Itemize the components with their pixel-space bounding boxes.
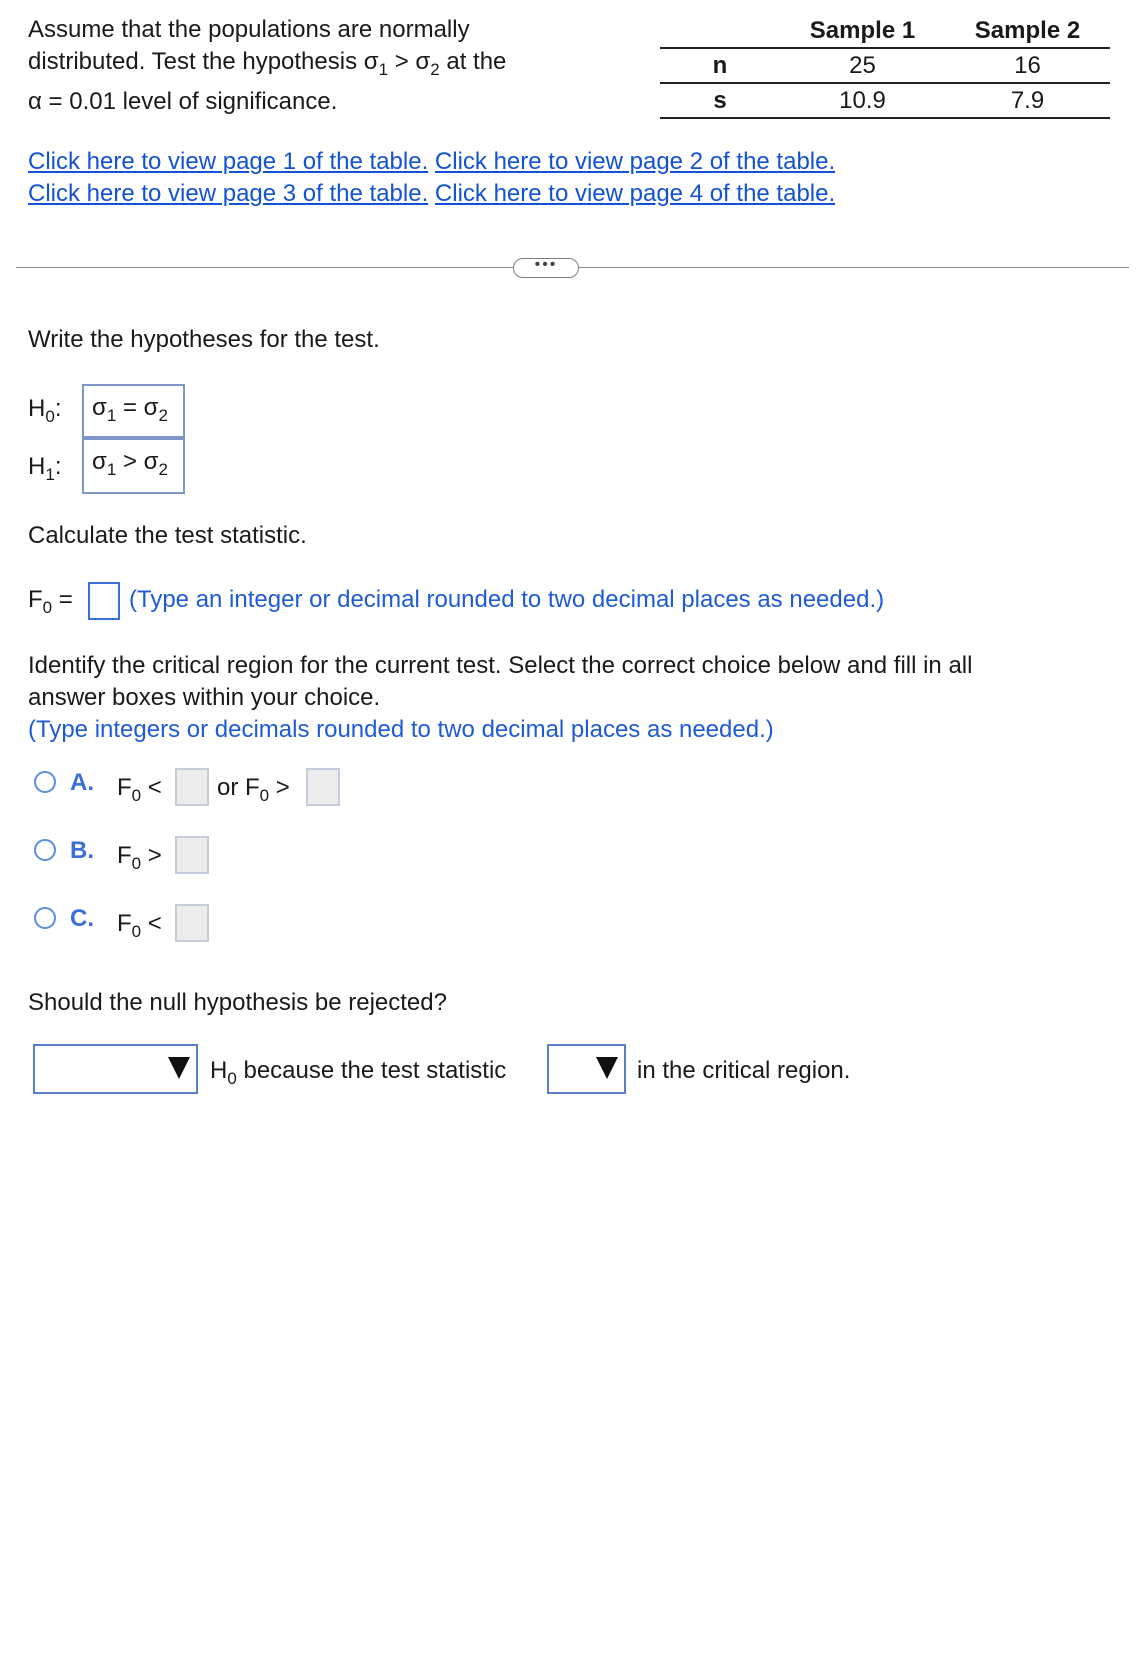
option-a-f: F xyxy=(117,774,132,801)
h0-sigma-sub-2: 2 xyxy=(158,406,168,425)
link-table-page-3[interactable]: Click here to view page 3 of the table. xyxy=(28,180,429,207)
critical-prompt-line-1: Identify the critical region for the current test. Select the correct choice below and fill in all xyxy=(28,652,973,679)
reject-mid-h: H xyxy=(210,1057,228,1084)
option-c-op: < xyxy=(141,910,162,937)
statistic-position-dropdown[interactable] xyxy=(547,1044,626,1094)
links-row-2 xyxy=(28,178,835,210)
h0-colon: : xyxy=(54,395,62,422)
row-label-n: n xyxy=(660,48,780,83)
option-a-or-expression xyxy=(217,772,290,804)
option-a-or-f: or F xyxy=(217,774,260,801)
link-table-page-1[interactable]: Click here to view page 1 of the table. xyxy=(28,148,429,175)
option-c-radio[interactable] xyxy=(34,907,56,929)
option-b-letter: B. xyxy=(70,837,94,864)
header-sample-1: Sample 1 xyxy=(780,14,945,48)
cell-s-sample-2: 7.9 xyxy=(945,83,1110,118)
h1-operator: > σ xyxy=(116,448,159,475)
more-options-button[interactable]: ••• xyxy=(513,258,579,278)
sample-table-header xyxy=(660,14,1110,48)
h1-sigma-sub-1: 1 xyxy=(106,460,117,479)
option-a-radio[interactable] xyxy=(34,771,56,793)
problem-sub-1: 1 xyxy=(378,60,389,79)
problem-line-2 xyxy=(28,46,506,78)
problem-sub-2: 2 xyxy=(430,60,440,79)
statistic-hint: (Type an integer or decimal rounded to two decimal places as needed.) xyxy=(129,586,885,613)
h1-sub: 1 xyxy=(45,465,55,484)
chevron-down-icon xyxy=(168,1057,190,1079)
option-b-sub: 0 xyxy=(131,854,142,873)
option-c-letter: C. xyxy=(70,905,94,932)
links-row-1 xyxy=(28,146,835,178)
option-b-f: F xyxy=(117,842,132,869)
f0-input[interactable] xyxy=(88,582,120,620)
option-a-letter: A. xyxy=(70,769,94,796)
f0-label xyxy=(28,584,73,616)
problem-line-1: Assume that the populations are normally xyxy=(28,16,470,43)
statistic-prompt: Calculate the test statistic. xyxy=(28,522,307,549)
option-c-sub: 0 xyxy=(131,922,142,941)
link-table-page-4[interactable]: Click here to view page 4 of the table. xyxy=(434,180,836,207)
h0-sigma-sub-1: 1 xyxy=(106,406,117,425)
sample-table xyxy=(660,14,1110,119)
table-row xyxy=(660,83,1110,118)
hypotheses-prompt: Write the hypotheses for the test. xyxy=(28,326,380,353)
f0-sub: 0 xyxy=(42,598,53,617)
option-c-input[interactable] xyxy=(175,904,209,942)
h1-answer-box[interactable] xyxy=(82,438,185,494)
critical-prompt-line-2: answer boxes within your choice. xyxy=(28,684,381,711)
f0-equals: = xyxy=(52,586,73,613)
row-label-s: s xyxy=(660,83,780,118)
option-a-op2: > xyxy=(269,774,290,801)
option-b-input[interactable] xyxy=(175,836,209,874)
h0-label xyxy=(28,393,61,425)
option-b-radio[interactable] xyxy=(34,839,56,861)
option-c-f: F xyxy=(117,910,132,937)
chevron-down-icon xyxy=(596,1057,618,1079)
reject-mid-phrase: because the test statistic xyxy=(236,1057,507,1084)
h0-sigma: σ xyxy=(92,394,107,421)
option-b-op: > xyxy=(141,842,162,869)
option-a-lower-input[interactable] xyxy=(175,768,209,806)
option-a-sub: 0 xyxy=(131,786,142,805)
reject-decision-dropdown[interactable] xyxy=(33,1044,198,1094)
h0-operator: = σ xyxy=(116,394,159,421)
header-sample-2: Sample 2 xyxy=(945,14,1110,48)
option-c-expression xyxy=(117,908,162,940)
h1-colon: : xyxy=(54,453,62,480)
option-a-expression xyxy=(117,772,162,804)
option-a-upper-input[interactable] xyxy=(306,768,340,806)
problem-line-2-mid: > σ xyxy=(388,48,431,75)
reject-mid-text xyxy=(210,1055,506,1087)
table-row xyxy=(660,48,1110,83)
critical-hint: (Type integers or decimals rounded to two decimal places as needed.) xyxy=(28,716,774,743)
h0-answer-box[interactable] xyxy=(82,384,185,438)
h1-sigma: σ xyxy=(92,448,107,475)
reject-end-text: in the critical region. xyxy=(637,1057,851,1084)
h1-label xyxy=(28,451,61,483)
f0-letter: F xyxy=(28,586,43,613)
h1-sigma-sub-2: 2 xyxy=(158,460,168,479)
reject-prompt: Should the null hypothesis be rejected? xyxy=(28,989,447,1016)
option-a-or-sub: 0 xyxy=(259,786,270,805)
reject-mid-sub: 0 xyxy=(227,1069,237,1088)
problem-line-3: α = 0.01 level of significance. xyxy=(28,88,338,115)
h1-letter: H xyxy=(28,453,46,480)
link-table-page-2[interactable]: Click here to view page 2 of the table. xyxy=(434,148,836,175)
option-b-expression xyxy=(117,840,162,872)
cell-s-sample-1: 10.9 xyxy=(780,83,945,118)
h0-sub: 0 xyxy=(45,407,55,426)
cell-n-sample-2: 16 xyxy=(945,48,1110,83)
cell-n-sample-1: 25 xyxy=(780,48,945,83)
problem-line-2-pre: distributed. Test the hypothesis σ xyxy=(28,48,379,75)
h0-letter: H xyxy=(28,395,46,422)
problem-line-2-post: at the xyxy=(439,48,507,75)
option-a-op: < xyxy=(141,774,162,801)
